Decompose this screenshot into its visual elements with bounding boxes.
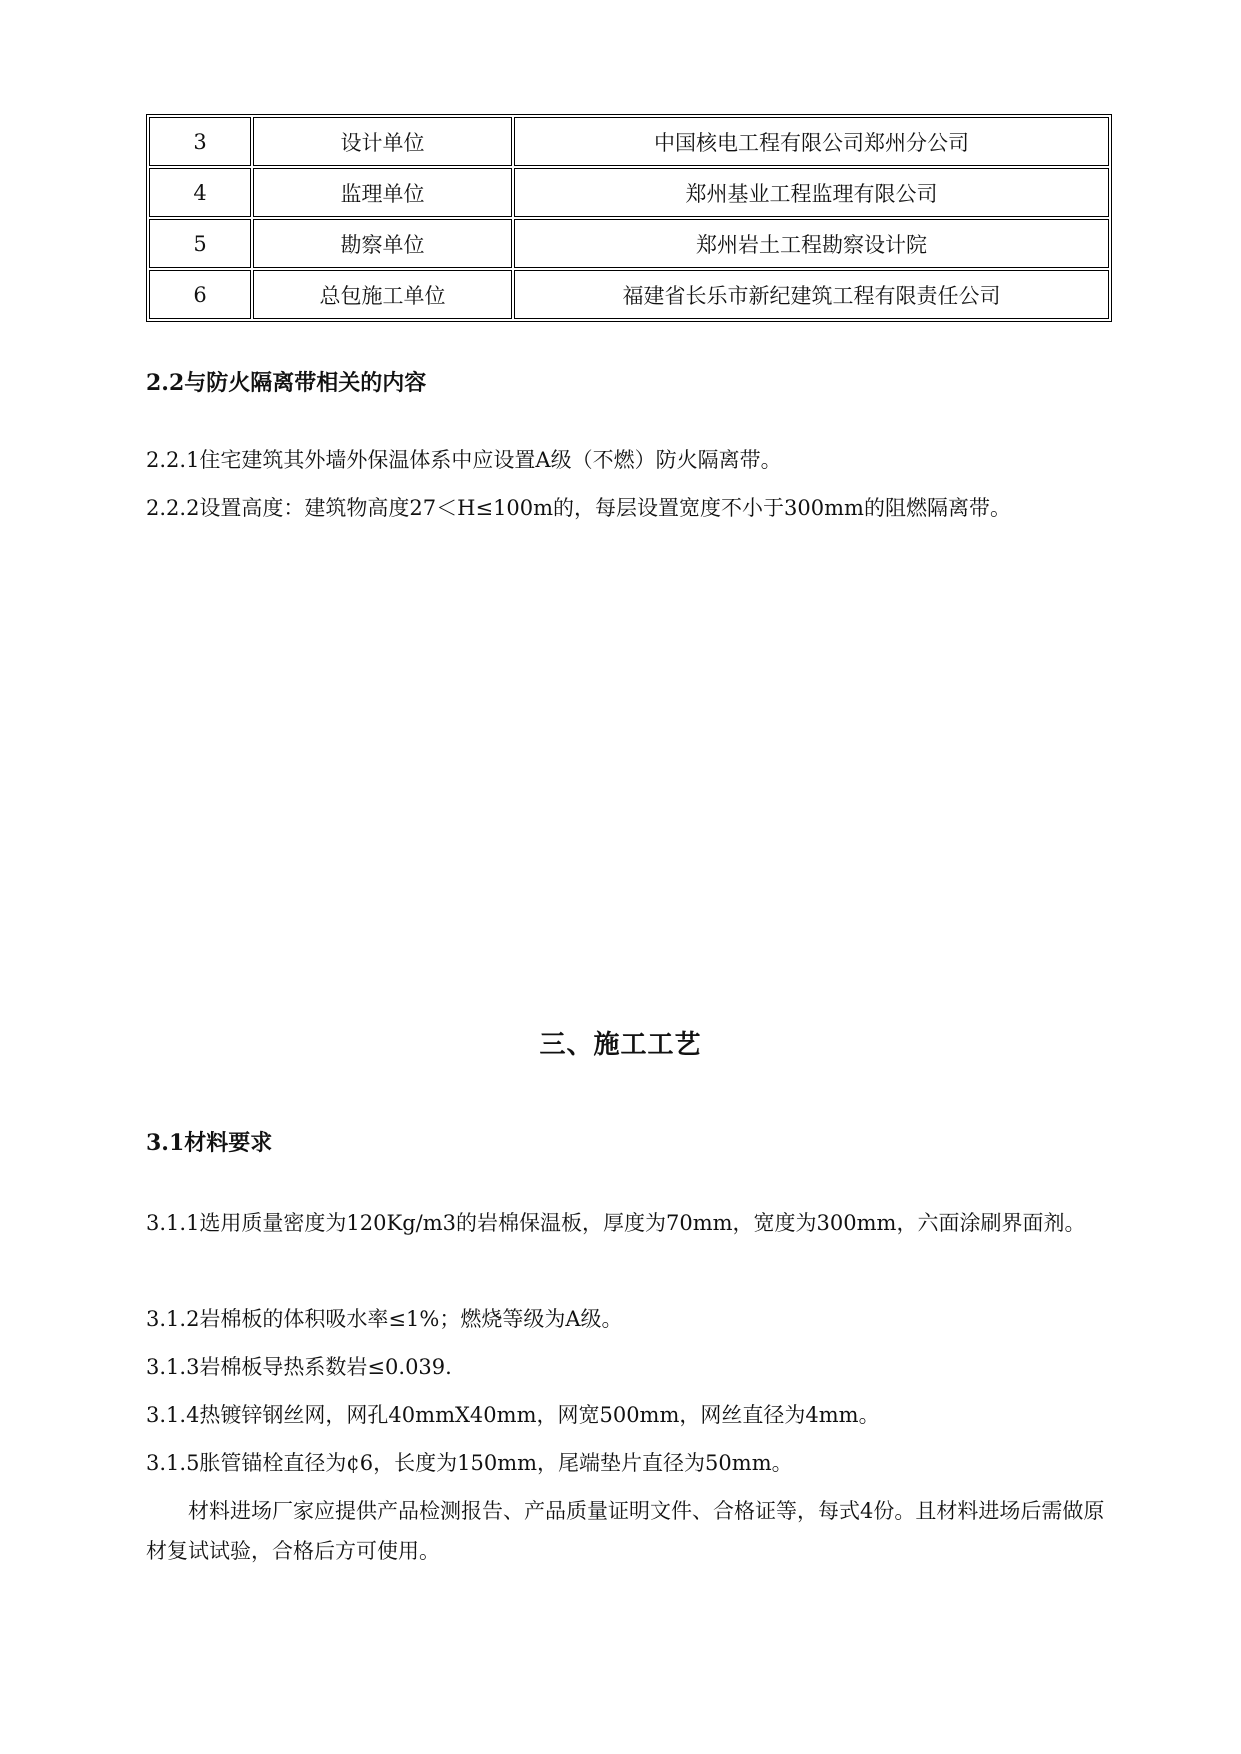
table-row xyxy=(149,117,1109,166)
unit-name: 中国核电工程有限公司郑州分公司 xyxy=(514,117,1109,166)
unit-name: 郑州岩土工程勘察设计院 xyxy=(514,219,1109,268)
unit-role: 勘察单位 xyxy=(253,219,512,268)
unit-role: 设计单位 xyxy=(253,117,512,166)
table-row xyxy=(149,168,1109,217)
paragraph-3-1-2: 3.1.2岩棉板的体积吸水率≤1%；燃烧等级为A级。 xyxy=(146,1307,623,1331)
paragraph-2-2-2: 2.2.2设置高度：建筑物高度27＜H≤100m的，每层设置宽度不小于300mm的阻燃隔离带。 xyxy=(146,496,1011,520)
row-number: 5 xyxy=(149,219,251,268)
chapter-title: 三、施工工艺 xyxy=(539,1030,702,1060)
row-number: 3 xyxy=(149,117,251,166)
paragraph-3-1-4: 3.1.4热镀锌钢丝网，网孔40mmX40mm，网宽500mm，网丝直径为4mm。 xyxy=(146,1403,880,1427)
section-heading-3-1: 3.1材料要求 xyxy=(146,1130,273,1156)
paragraph-3-1-5: 3.1.5胀管锚栓直径为¢6，长度为150mm，尾端垫片直径为50mm。 xyxy=(146,1451,793,1475)
unit-name: 郑州基业工程监理有限公司 xyxy=(514,168,1109,217)
unit-name: 福建省长乐市新纪建筑工程有限责任公司 xyxy=(514,270,1109,319)
table-row xyxy=(149,270,1109,319)
units-table xyxy=(146,114,1112,322)
row-number: 4 xyxy=(149,168,251,217)
unit-role: 监理单位 xyxy=(253,168,512,217)
paragraph-3-1-1: 3.1.1选用质量密度为120Kg/m3的岩棉保温板，厚度为70mm，宽度为300mm，六面涂刷界面剂。 xyxy=(146,1211,1086,1235)
paragraph-material-note: 材料进场厂家应提供产品检测报告、产品质量证明文件、合格证等，每式4份。且材料进场后需做原材复试试验，合格后方可使用。 xyxy=(146,1499,1105,1563)
paragraph-3-1-3: 3.1.3岩棉板导热系数岩≤0.039. xyxy=(146,1355,452,1379)
unit-role: 总包施工单位 xyxy=(253,270,512,319)
paragraph-2-2-1: 2.2.1住宅建筑其外墙外保温体系中应设置A级（不燃）防火隔离带。 xyxy=(146,448,782,472)
section-heading-2-2: 2.2与防火隔离带相关的内容 xyxy=(146,370,427,396)
row-number: 6 xyxy=(149,270,251,319)
table-row xyxy=(149,219,1109,268)
